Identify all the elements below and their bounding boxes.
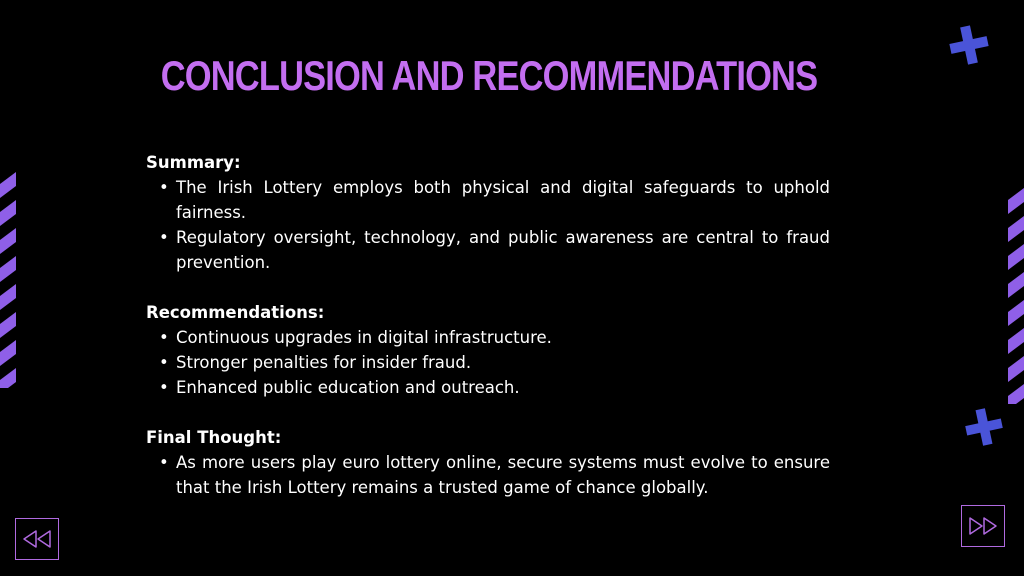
list-item — [146, 225, 830, 275]
section-heading: Summary: — [146, 153, 241, 172]
slide-title: CONCLUSION AND RECOMMENDATIONS — [160, 52, 818, 99]
list-item-text: Continuous upgrades in digital infrastructure. — [176, 328, 552, 347]
recommendations-section — [146, 300, 830, 400]
list-item — [146, 375, 830, 400]
list-item-text: The Irish Lottery employs both physical and digital safeguards to uphold fairness. — [176, 178, 830, 222]
summary-section — [146, 150, 830, 275]
list-item-text: As more users play euro lottery online, secure systems must evolve to ensure that the Irish Lottery remains a trusted game of chance globally. — [176, 453, 830, 497]
list-item — [146, 350, 830, 375]
plus-icon — [962, 405, 1006, 449]
bullet-list — [146, 450, 830, 500]
bullet-icon: • — [159, 328, 169, 347]
bullet-icon: • — [159, 378, 169, 397]
slide-body — [146, 150, 830, 525]
rewind-icon — [22, 529, 52, 549]
bullet-list — [146, 175, 830, 275]
list-item-text: Stronger penalties for insider fraud. — [176, 353, 472, 372]
bullet-icon: • — [159, 228, 169, 247]
plus-icon — [946, 22, 992, 68]
bullet-icon: • — [159, 178, 169, 197]
bullet-icon: • — [159, 453, 169, 472]
list-item — [146, 450, 830, 500]
section-heading: Final Thought: — [146, 428, 282, 447]
bullet-icon: • — [159, 353, 169, 372]
list-item-text: Regulatory oversight, technology, and public awareness are central to fraud prevention. — [176, 228, 830, 272]
bullet-list — [146, 325, 830, 400]
list-item — [146, 175, 830, 225]
section-heading: Recommendations: — [146, 303, 325, 322]
list-item — [146, 325, 830, 350]
next-slide-button[interactable] — [961, 505, 1005, 547]
list-item-text: Enhanced public education and outreach. — [176, 378, 520, 397]
final-thought-section — [146, 425, 830, 500]
diagonal-stripes-icon — [1008, 188, 1024, 404]
fast-forward-icon — [968, 516, 998, 536]
diagonal-stripes-icon — [0, 172, 16, 388]
previous-slide-button[interactable] — [15, 518, 59, 560]
